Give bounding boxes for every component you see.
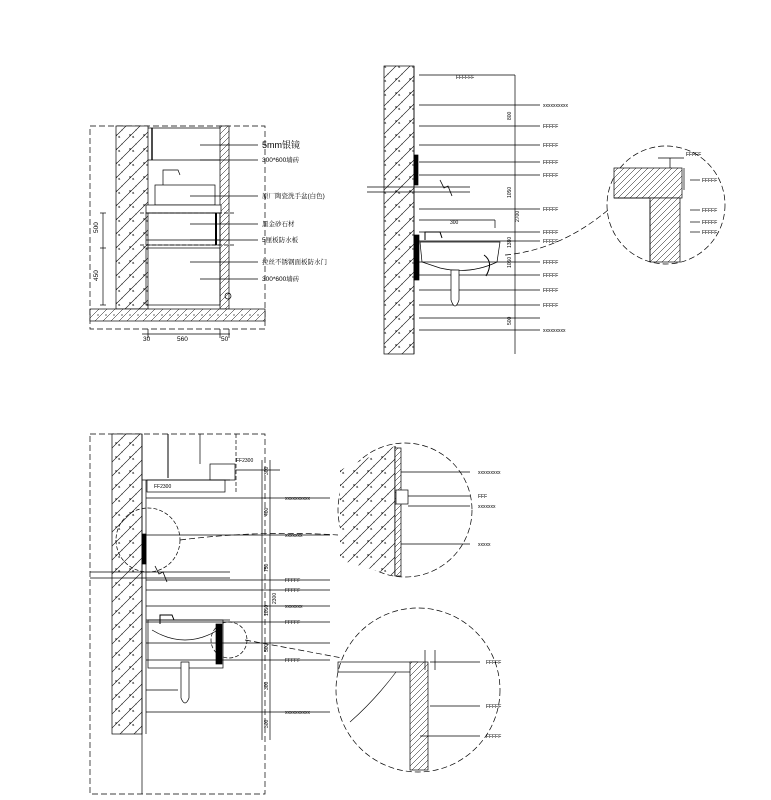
label-mirror: 5mm银镜 — [262, 140, 300, 150]
view-b-wall — [384, 66, 414, 354]
c-dim-5: 2300 — [272, 592, 278, 604]
label-door: 拉丝不锈钢面板防水门 — [262, 259, 327, 266]
view-c-basin — [152, 630, 218, 640]
c-label-1: xxxxxxxxxx — [285, 496, 310, 502]
dim-560: 560 — [177, 336, 188, 343]
b-dim-1: 800 — [507, 111, 513, 120]
label-board: 5厘板防水板 — [262, 237, 299, 244]
dim-30: 30 — [143, 336, 151, 343]
c-detail-upper-1: xxxxxxxxx — [478, 470, 501, 476]
c-dim-1: 300 — [264, 466, 270, 475]
basin — [155, 185, 215, 205]
c-detail-upper-4: xxxxx — [478, 542, 491, 548]
label-basin: 原厂陶瓷洗手盆(白色) — [262, 193, 325, 200]
b-dim-2: 1050 — [507, 186, 513, 198]
c-dim-7: 300 — [264, 681, 270, 690]
c-detail-lower-2: FFFFF — [486, 704, 502, 710]
b-label-11: FFFFF — [543, 288, 559, 294]
b-detail-label-4: FFFFF — [702, 220, 718, 226]
view-c-wall — [112, 434, 142, 734]
b-label-5: FFFFF — [543, 173, 559, 179]
label-wall-tile-2: 300*600墙砖 — [262, 276, 300, 283]
c-dim-4: 1050 — [264, 604, 270, 616]
faucet — [163, 170, 180, 185]
c-top-tag-2: FF2300 — [154, 484, 172, 490]
b-label-8: FFFFF — [543, 239, 559, 245]
b-label-7: FFFFF — [543, 230, 559, 236]
dim-450: 450 — [93, 270, 100, 281]
b-detail-label-5: FFFFF — [702, 230, 718, 236]
c-label-4: FFFFF — [285, 588, 301, 594]
c-detail-upper-2: FFF — [478, 494, 488, 500]
view-c-vanity — [148, 620, 223, 668]
c-dim-8: 300 — [264, 719, 270, 728]
b-label-13: xxxxxxxxx — [543, 328, 566, 334]
c-label-2: xxxxxxx — [285, 533, 303, 539]
b-dim-4: 1380 — [507, 236, 513, 248]
b-label-1: xxxxxxxxxx — [543, 103, 568, 109]
b-label-10: FFFFF — [543, 273, 559, 279]
b-dim-5: 1050 — [507, 256, 513, 268]
c-dim-2: 400 — [264, 507, 270, 516]
view-a-wall — [116, 126, 148, 309]
mirror-b — [414, 155, 418, 185]
trap — [451, 270, 459, 306]
c-detail-upper-3: xxxxxxx — [478, 504, 496, 510]
b-detail-label-1: FFFFF — [686, 152, 702, 158]
dim-500: 500 — [93, 222, 100, 233]
c-label-7: FFFFF — [285, 658, 301, 664]
view-c-section — [90, 434, 500, 794]
c-dim-3: 750 — [264, 563, 270, 572]
b-dim-7: 500 — [507, 316, 513, 325]
basin-b — [420, 242, 500, 270]
label-wall-tile: 300*600墙砖 — [262, 157, 300, 164]
b-label-2: FFFFF — [543, 124, 559, 130]
c-detail-lower-1: FFFFF — [486, 660, 502, 666]
b-label-6: FFFFF — [543, 207, 559, 213]
c-label-8: xxxxxxxxxx — [285, 710, 310, 716]
c-detail-lower-3: FFFFF — [486, 734, 502, 740]
b-label-3: FFFFF — [543, 143, 559, 149]
cabinet-door — [146, 248, 220, 305]
view-a-tile-wall — [220, 126, 229, 309]
b-label-9: FFFFF — [543, 260, 559, 266]
view-c-labels — [154, 458, 501, 740]
dim-50: 50 — [221, 336, 229, 343]
b-detail-label-3: FFFFF — [702, 208, 718, 214]
c-dim-6: 500 — [264, 643, 270, 652]
c-label-5: xxxxxxx — [285, 604, 303, 610]
b-dim-3: 2700 — [515, 210, 521, 222]
view-a-floor — [90, 309, 265, 321]
c-label-3: FFFFF — [285, 578, 301, 584]
b-detail-label-2: FFFFF — [702, 178, 718, 184]
c-label-6: FFFFF — [285, 620, 301, 626]
b-top-label: FFFFFF — [456, 75, 475, 81]
b-label-4: FFFFF — [543, 160, 559, 166]
label-stone: 黑金砂石材 — [262, 221, 295, 228]
b-label-12: FFFFF — [543, 303, 559, 309]
b-dim-6: 300 — [450, 220, 459, 226]
view-a-section — [90, 126, 265, 338]
c-top-tag-1: FF2300 — [236, 458, 254, 464]
